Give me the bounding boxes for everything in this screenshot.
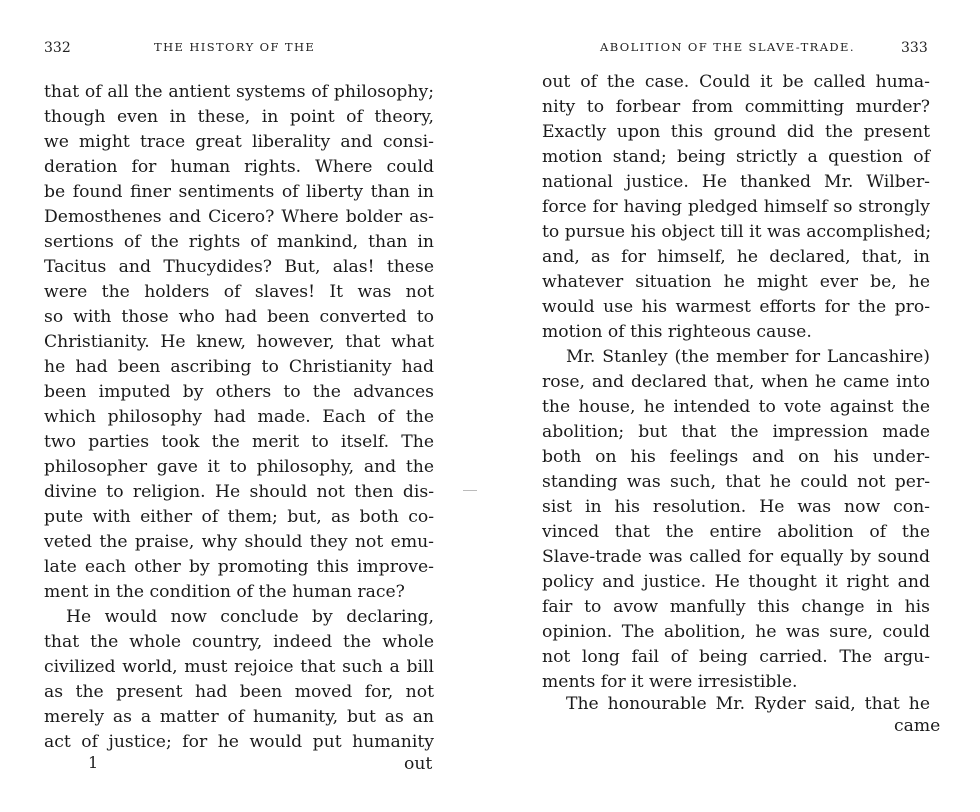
text-line: ments for it were irresistible. <box>542 672 798 692</box>
text-line: veted the praise, why should they not emu- <box>44 532 434 552</box>
text-line: pute with either of them; but, as both co- <box>44 507 434 527</box>
paragraph-start-line: Mr. Stanley (the member for Lancashire) <box>566 347 930 367</box>
text-line: divine to religion. He should not then dis- <box>44 482 434 502</box>
paragraph-start-line: The honourable Mr. Ryder said, that he <box>566 694 930 714</box>
text-line: sertions of the rights of mankind, than in <box>44 232 434 252</box>
text-line: standing was such, that he could not per- <box>542 472 930 492</box>
right-catchword: came <box>894 716 941 736</box>
text-line: motion of this righteous cause. <box>542 322 812 342</box>
text-line: vinced that the entire abolition of the <box>542 522 930 542</box>
text-line: though even in these, in point of theory, <box>44 107 434 127</box>
text-line: we might trace great liberality and consi- <box>44 132 434 152</box>
text-line: fair to avow manfully this change in his <box>542 597 930 617</box>
text-line: motion stand; being strictly a question of <box>542 147 930 167</box>
text-line: that the whole country, indeed the whole <box>44 632 434 652</box>
left-running-head: THE HISTORY OF THE <box>154 40 316 54</box>
text-line: force for having pledged himself so strongly <box>542 197 930 217</box>
text-line: out of the case. Could it be called huma- <box>542 72 930 92</box>
text-line: rose, and declared that, when he came into <box>542 372 930 392</box>
text-line: both on his feelings and on his under- <box>542 447 930 467</box>
text-line: sist in his resolution. He was now con- <box>542 497 930 517</box>
text-line: so with those who had been converted to <box>44 307 434 327</box>
left-page-number: 332 <box>44 40 71 56</box>
text-line: act of justice; for he would put humanity <box>44 732 434 752</box>
text-line: be found finer sentiments of liberty than in <box>44 182 434 202</box>
text-line: he had been ascribing to Christianity had <box>44 357 434 377</box>
signature-mark: 1 <box>88 753 99 772</box>
text-line: and, as for himself, he declared, that, in <box>542 247 930 267</box>
text-line: civilized world, must rejoice that such a bill <box>44 657 434 677</box>
text-line: ment in the condition of the human race? <box>44 582 405 602</box>
text-line: Tacitus and Thucydides? But, alas! these <box>44 257 434 277</box>
text-line: two parties took the merit to itself. The <box>44 432 434 452</box>
text-line: Exactly upon this ground did the present <box>542 122 930 142</box>
text-line: as the present had been moved for, not <box>44 682 434 702</box>
right-page-number: 333 <box>901 40 928 56</box>
text-line: the house, he intended to vote against the <box>542 397 930 417</box>
text-line: Christianity. He knew, however, that what <box>44 332 434 352</box>
text-line: not long fail of being carried. The argu- <box>542 647 930 667</box>
text-line: were the holders of slaves! It was not <box>44 282 434 302</box>
gutter-dash <box>463 490 477 491</box>
text-line: abolition; but that the impression made <box>542 422 930 442</box>
text-line: Slave-trade was called for equally by sound <box>542 547 930 567</box>
text-line: late each other by promoting this improve- <box>44 557 434 577</box>
text-line: which philosophy had made. Each of the <box>44 407 434 427</box>
text-line: whatever situation he might ever be, he <box>542 272 930 292</box>
text-line: been imputed by others to the advances <box>44 382 434 402</box>
text-line: Demosthenes and Cicero? Where bolder as- <box>44 207 434 227</box>
text-line: that of all the antient systems of philosophy; <box>44 82 434 102</box>
right-page <box>490 0 980 812</box>
text-line: national justice. He thanked Mr. Wilber- <box>542 172 930 192</box>
text-line: merely as a matter of humanity, but as an <box>44 707 434 727</box>
text-line: would use his warmest efforts for the pro- <box>542 297 930 317</box>
paragraph-start-line: He would now conclude by declaring, <box>66 607 434 627</box>
text-line: philosopher gave it to philosophy, and the <box>44 457 434 477</box>
text-line: nity to forbear from committing murder? <box>542 97 930 117</box>
text-line: policy and justice. He thought it right and <box>542 572 930 592</box>
left-catchword: out <box>404 754 433 774</box>
text-line: to pursue his object till it was accomplished; <box>542 222 932 242</box>
right-running-head: ABOLITION OF THE SLAVE-TRADE. <box>600 40 855 54</box>
text-line: opinion. The abolition, he was sure, could <box>542 622 930 642</box>
text-line: deration for human rights. Where could <box>44 157 434 177</box>
